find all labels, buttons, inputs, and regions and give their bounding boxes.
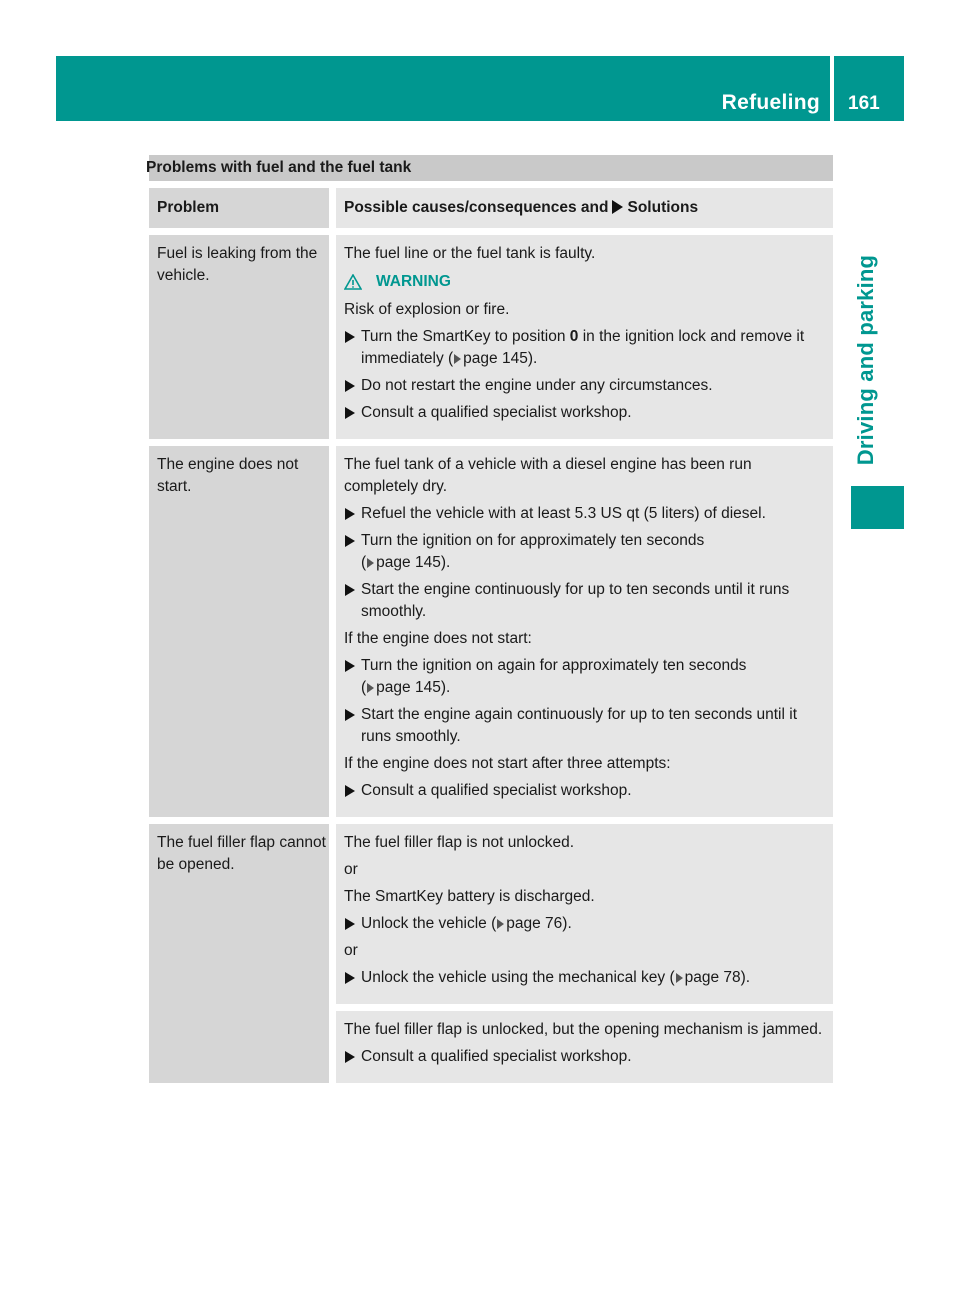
page-number: 161 — [848, 93, 880, 114]
header-solutions-text-b: Solutions — [627, 199, 699, 216]
table-row — [149, 824, 833, 1083]
cause-text: The fuel filler flap is unlocked, but the opening mechanism is jammed. — [344, 1021, 823, 1038]
header-bar — [56, 56, 830, 121]
solution-cell — [336, 824, 833, 1004]
note-text: If the engine does not start after three attempts: — [344, 755, 671, 772]
cause-text: The fuel tank of a vehicle with a diesel engine has been run completely dry. — [344, 456, 752, 495]
page-ref-icon — [367, 683, 374, 693]
problem-cell: The engine does not start. — [149, 446, 329, 817]
page-ref-icon — [367, 558, 374, 568]
table-row — [149, 235, 833, 439]
fuel-problems-table — [146, 155, 833, 1083]
warning-triangle-icon — [344, 274, 362, 290]
instruction-step: Turn the ignition on for approximately ten seconds ( page 145). — [344, 530, 827, 574]
cause-text: The fuel line or the fuel tank is faulty. — [344, 245, 596, 262]
page-ref-icon — [497, 919, 504, 929]
instruction-step: Start the engine again continuously for up to ten seconds until it runs smoothly. — [344, 704, 827, 748]
cause-text: The SmartKey battery is discharged. — [344, 888, 595, 905]
header-solutions-text-a: Possible causes/consequences and — [344, 199, 609, 216]
instruction-step: Consult a qualified specialist workshop. — [344, 1046, 827, 1068]
solution-cell — [336, 446, 833, 817]
warning-label — [344, 271, 827, 293]
page-ref-icon — [454, 354, 461, 364]
instruction-step: Turn the ignition on again for approximately ten seconds ( page 145). — [344, 655, 827, 699]
solution-cell — [336, 1011, 833, 1083]
or-text: or — [344, 942, 358, 959]
problem-cell: The fuel filler flap cannot be opened. — [149, 824, 329, 1083]
instruction-step: Unlock the vehicle using the mechanical key ( page 78). — [344, 967, 827, 989]
cause-text: The fuel filler flap is not unlocked. — [344, 834, 575, 851]
problem-cell: Fuel is leaking from the vehicle. — [149, 235, 329, 439]
instruction-step: Do not restart the engine under any circumstances. — [344, 375, 827, 397]
instruction-step: Unlock the vehicle ( page 76). — [344, 913, 827, 935]
instruction-step: Consult a qualified specialist workshop. — [344, 402, 827, 424]
solution-cell — [336, 235, 833, 439]
table-caption-text: Problems with fuel and the fuel tank — [146, 159, 412, 176]
play-arrow-icon — [612, 200, 623, 214]
risk-text: Risk of explosion or fire. — [344, 301, 510, 318]
header-solutions — [336, 188, 833, 228]
section-title: Refueling — [721, 91, 820, 114]
chapter-tab-marker — [851, 486, 904, 529]
instruction-step: Start the engine continuously for up to ten seconds until it runs smoothly. — [344, 579, 827, 623]
page-ref-icon — [676, 973, 683, 983]
table-caption — [146, 155, 833, 181]
or-text: or — [344, 861, 358, 878]
page-number-box — [834, 56, 904, 121]
header-problem: Problem — [149, 188, 329, 228]
instruction-step: Consult a qualified specialist workshop. — [344, 780, 827, 802]
instruction-step: Turn the SmartKey to position 0 in the ignition lock and remove it immediately ( page 145). — [344, 326, 827, 370]
table-row — [149, 446, 833, 817]
warning-text: WARNING — [376, 273, 451, 290]
note-text: If the engine does not start: — [344, 630, 532, 647]
chapter-tab-label: Driving and parking — [853, 254, 878, 466]
solution-split — [336, 824, 833, 1083]
instruction-step: Refuel the vehicle with at least 5.3 US qt (5 liters) of diesel. — [344, 503, 827, 525]
table-header-row — [149, 188, 833, 228]
